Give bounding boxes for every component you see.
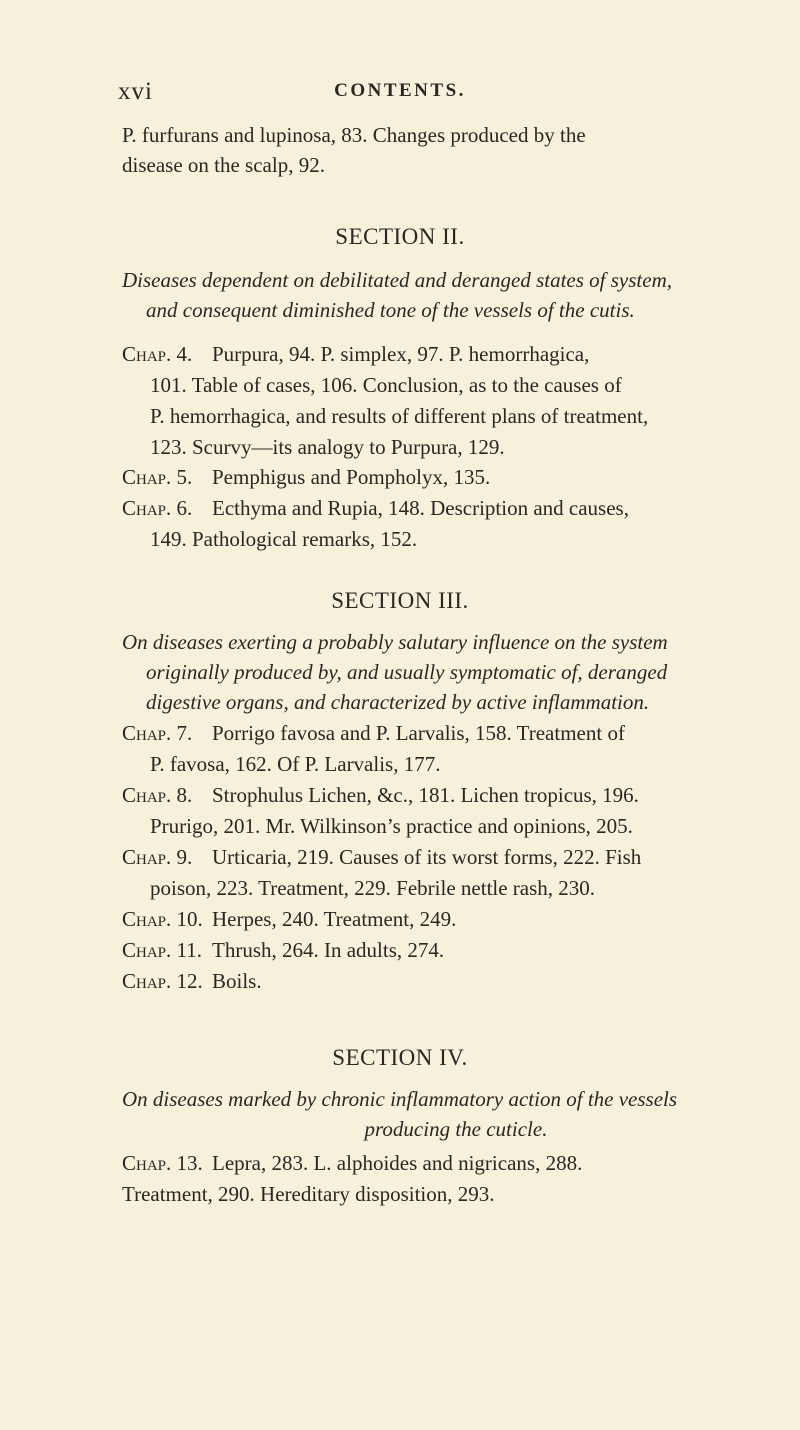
chapter-text: Prurigo, 201. Mr. Wilkinson’s practice and opinions, 205.	[150, 814, 633, 838]
chapter-text: Boils.	[212, 969, 262, 993]
chapter-text: Purpura, 94. P. simplex, 97. P. hemorrhagica,	[212, 342, 590, 366]
chapter-label: Chap. 12.	[122, 969, 203, 993]
chapter-text: Pemphigus and Pompholyx, 135.	[212, 465, 491, 489]
running-head	[0, 78, 800, 108]
running-title: CONTENTS.	[334, 80, 466, 101]
chapter-entry	[122, 842, 790, 904]
chapter-label: Chap. 9.	[122, 845, 193, 869]
chapter-text: 123. Scurvy—its analogy to Purpura, 129.	[150, 435, 505, 459]
section-description	[122, 1084, 790, 1144]
chapter-text: Herpes, 240. Treatment, 249.	[212, 907, 457, 931]
section-heading: SECTION III.	[331, 588, 469, 613]
chapter-entry	[122, 339, 790, 463]
chapter-text: Treatment, 290. Hereditary disposition, 293.	[122, 1182, 495, 1206]
chapter-label: Chap. 4.	[122, 342, 193, 366]
chapter-text: Porrigo favosa and P. Larvalis, 158. Treatment of	[212, 721, 625, 745]
section-description	[122, 627, 790, 717]
chapter-label: Chap. 10.	[122, 907, 203, 931]
chapter-text: 101. Table of cases, 106. Conclusion, as to the causes of	[150, 373, 622, 397]
chapter-text: P. favosa, 162. Of P. Larvalis, 177.	[150, 752, 441, 776]
intro-line: P. furfurans and lupinosa, 83. Changes produced by the	[122, 123, 586, 147]
chapter-label: Chap. 8.	[122, 783, 193, 807]
section-description	[122, 265, 790, 325]
section-description-line: On diseases exerting a probably salutary influence on the system	[122, 630, 668, 654]
chapter-label: Chap. 13.	[122, 1151, 203, 1175]
chapter-entry	[122, 493, 790, 555]
chapter-entry	[122, 718, 790, 780]
intro-paragraph	[122, 120, 782, 180]
chapter-text: 149. Pathological remarks, 152.	[150, 527, 418, 551]
chapter-entry	[122, 935, 790, 966]
chapter-entry	[122, 1148, 790, 1210]
chapter-entry	[122, 904, 790, 935]
section-description-line: and consequent diminished tone of the vessels of the cutis.	[146, 298, 635, 322]
chapter-text: Lepra, 283. L. alphoides and nigricans, 288.	[212, 1151, 583, 1175]
chapter-label: Chap. 5.	[122, 465, 193, 489]
section-description-line: On diseases marked by chronic inflammatory action of the vessels	[122, 1087, 678, 1111]
section-heading: SECTION II.	[335, 224, 465, 249]
section-heading: SECTION IV.	[332, 1045, 468, 1070]
chapter-text: poison, 223. Treatment, 229. Febrile nettle rash, 230.	[150, 876, 596, 900]
chapter-text: P. hemorrhagica, and results of different plans of treatment,	[150, 404, 649, 428]
page-number: xvi	[118, 78, 153, 105]
chapter-entry	[122, 966, 790, 997]
chapter-label: Chap. 6.	[122, 496, 193, 520]
chapter-text: Ecthyma and Rupia, 148. Description and causes,	[212, 496, 629, 520]
section-description-line: Diseases dependent on debilitated and deranged states of system,	[122, 268, 672, 292]
chapter-label: Chap. 7.	[122, 721, 193, 745]
chapter-text: Thrush, 264. In adults, 274.	[212, 938, 445, 962]
section-description-line: digestive organs, and characterized by active inflammation.	[146, 690, 650, 714]
chapter-entry	[122, 780, 790, 842]
chapter-entry	[122, 462, 790, 493]
chapter-text: Strophulus Lichen, &c., 181. Lichen tropicus, 196.	[212, 783, 639, 807]
section-description-line: producing the cuticle.	[364, 1117, 548, 1141]
section-description-line: originally produced by, and usually symptomatic of, deranged	[146, 660, 668, 684]
chapter-text: Urticaria, 219. Causes of its worst forms, 222. Fish	[212, 845, 642, 869]
intro-line: disease on the scalp, 92.	[122, 153, 325, 177]
chapter-label: Chap. 11.	[122, 938, 202, 962]
